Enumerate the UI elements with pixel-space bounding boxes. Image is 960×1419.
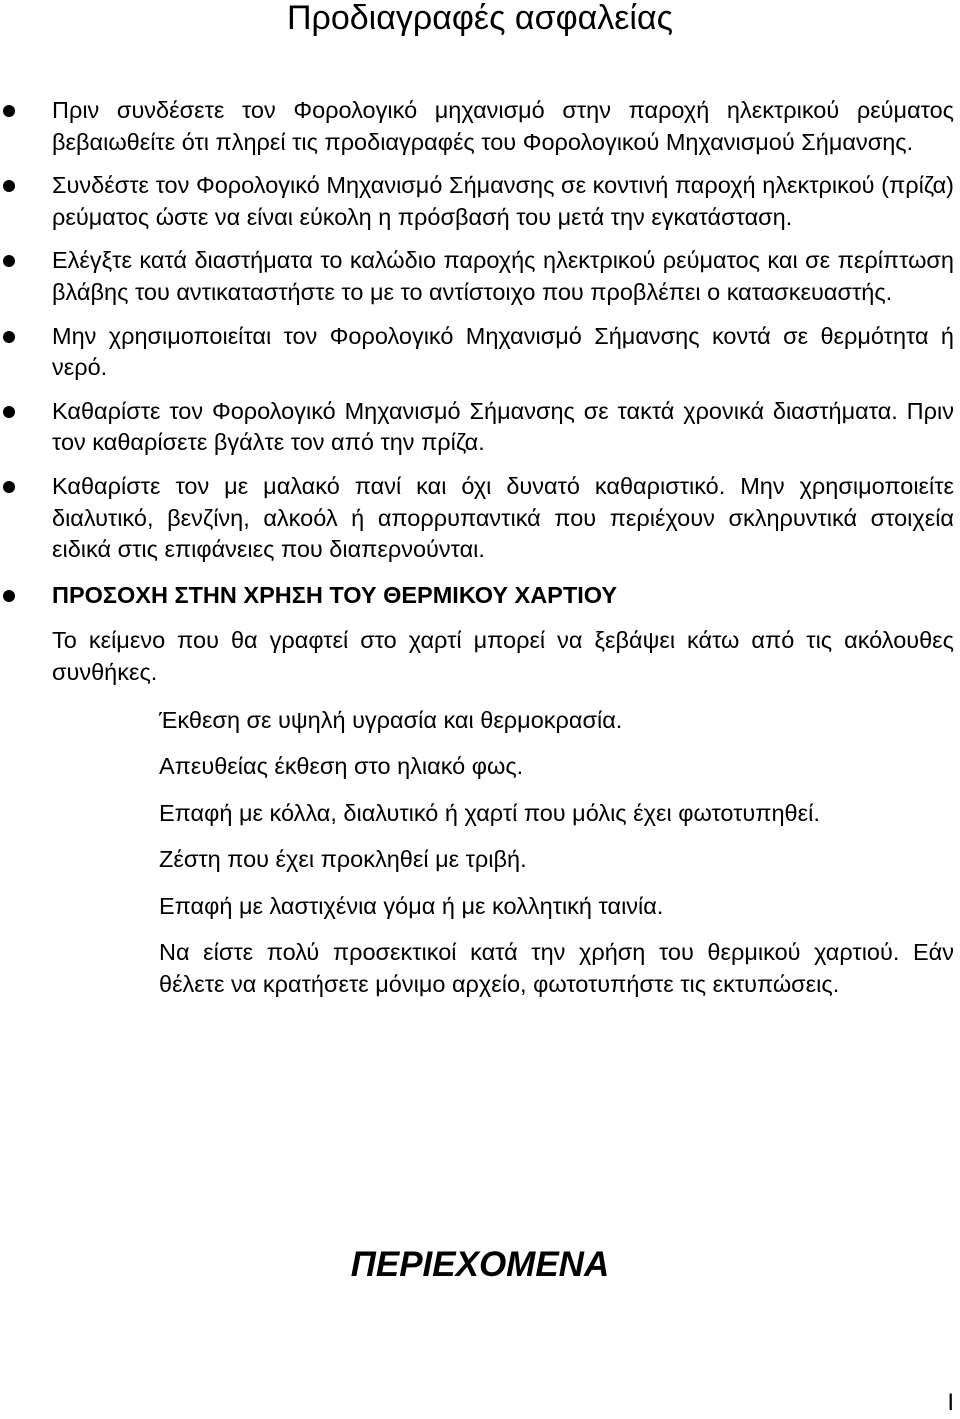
condition-item: Ζέστη που έχει προκληθεί με τριβή. (159, 846, 527, 873)
list-item-text: Καθαρίστε τον με μαλακό πανί και όχι δυνατό καθαριστικό. Μην χρησιμοποιείτε διαλυτικό, βενζίνη, αλκοόλ ή απορρυπαντικά που περιέχουν σκληρυντικά στοιχεία ειδικά στις επιφάνειες που διαπερνούνται. (52, 472, 954, 563)
bullet-icon (3, 331, 15, 343)
bullet-icon (3, 590, 15, 602)
list-item (0, 321, 960, 384)
list-item (0, 245, 960, 308)
condition-item: Να είστε πολύ προσεκτικοί κατά την χρήση του θερμικού χαρτιού. Εάν θέλετε να κρατήσετε μόνιμο αρχείο, φωτοτυπήστε τις εκτυπώσεις. (159, 939, 954, 998)
conditions-list (0, 705, 960, 1001)
thermal-paper-heading (0, 578, 960, 612)
bullet-icon (3, 105, 15, 117)
list-item-text: Καθαρίστε τον Φορολογικό Μηχανισμό Σήμανσης σε τακτά χρονικά διαστήματα. Πριν τον καθαρίσετε βγάλτε τον από την πρίζα. (52, 397, 954, 456)
condition-item: Επαφή με λαστιχένια γόμα ή με κολλητική ταινία. (159, 892, 664, 919)
list-item-text: Ελέγξτε κατά διαστήματα το καλώδιο παροχής ηλεκτρικού ρεύματος και σε περίπτωση βλάβης του αντικαταστήστε το με το αντίστοιχο που προβλέπει ο κατασκευαστής. (52, 247, 954, 305)
heading-text: ΠΡΟΣΟΧΗ ΣΤΗΝ ΧΡΗΣΗ ΤΟΥ ΘΕΡΜΙΚΟΥ ΧΑΡΤΙΟΥ (52, 581, 618, 608)
condition-item: Επαφή με κόλλα, διαλυτικό ή χαρτί που μόλις έχει φωτοτυπηθεί. (159, 799, 820, 826)
list-item (0, 170, 960, 233)
bullet-icon (3, 255, 15, 267)
thermal-paper-intro: Το κείμενο που θα γραφτεί στο χαρτί μπορεί να ξεβάψει κάτω από τις ακόλουθες συνθήκες. (52, 627, 954, 685)
condition-item: Απευθείας έκθεση στο ηλιακό φως. (159, 753, 524, 780)
bullet-icon (3, 180, 15, 192)
list-item (0, 396, 960, 459)
bullet-icon (3, 406, 15, 418)
safety-list (0, 95, 960, 1016)
page-number: I (947, 1389, 954, 1416)
condition-item: Έκθεση σε υψηλή υγρασία και θερμοκρασία. (159, 706, 623, 733)
contents-title: ΠΕΡΙΕΧΟΜΕΝΑ (350, 1245, 610, 1284)
page-title: Προδιαγραφές ασφαλείας (286, 0, 674, 37)
list-item-text: Συνδέστε τον Φορολογικό Μηχανισμό Σήμανσης σε κοντινή παροχή ηλεκτρικού (πρίζα) ρεύματος ώστε να είναι εύκολη η πρόσβασή του μετά την εγκατάσταση. (52, 172, 954, 230)
list-item (0, 471, 960, 566)
list-item-text: Πριν συνδέσετε τον Φορολογικό μηχανισμό στην παροχή ηλεκτρικού ρεύματος βεβαιωθείτε ότι πληρεί τις προδιαγραφές του Φορολογικού Μηχανισμού Σήμανσης. (52, 97, 954, 155)
list-item-text: Μην χρησιμοποιείται τον Φορολογικό Μηχανισμό Σήμανσης κοντά σε θερμότητα ή νερό. (52, 322, 954, 381)
bullet-icon (3, 481, 15, 493)
list-item (0, 95, 960, 158)
